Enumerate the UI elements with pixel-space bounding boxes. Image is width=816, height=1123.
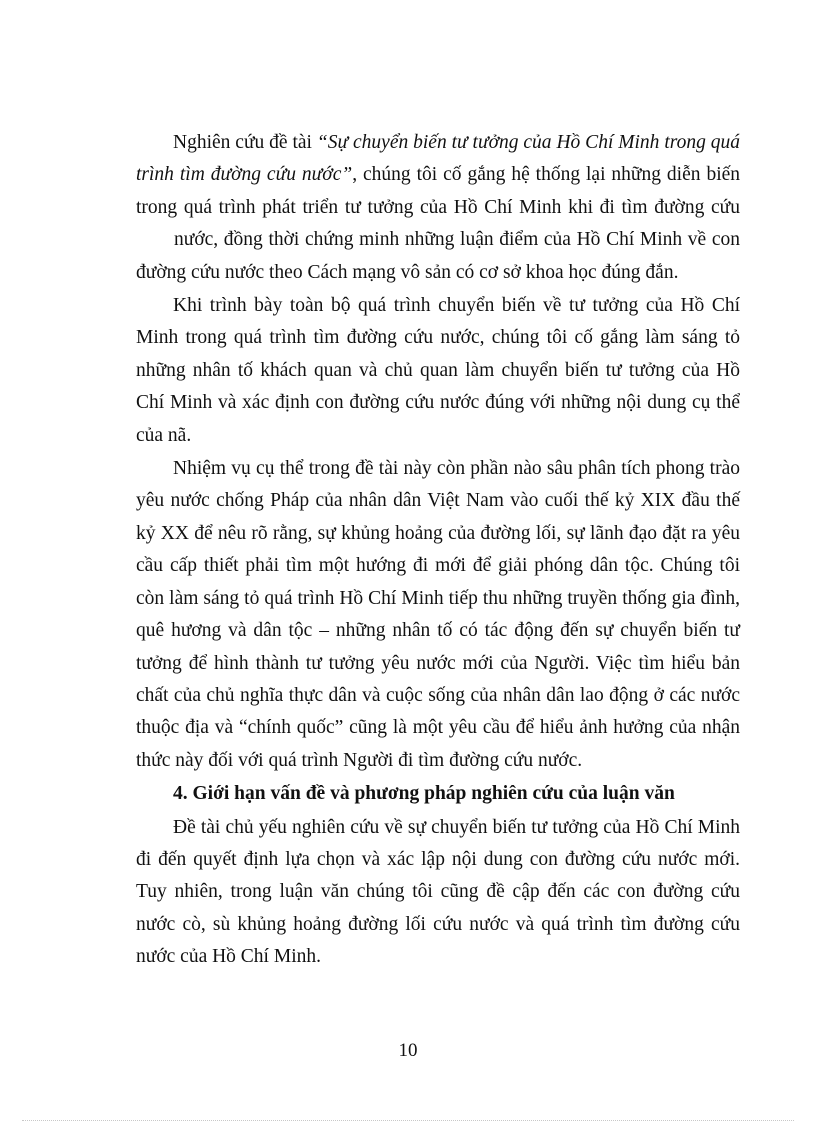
paragraph-presentation: Khi trình bày toàn bộ quá trình chuyển biến về tư tưởng của Hồ Chí Minh trong quá trình tìm đường cứu nước, chúng tôi cố gắng làm sáng tỏ những nhân tố khách quan và chủ quan làm chuyển biến tư tưởng của Hồ Chí Minh và xác định con đường cứu nước đúng với những nội dung cụ thể của nã. xyxy=(136,295,740,446)
paragraph-intro-line-1 xyxy=(136,127,740,159)
paragraph-intro-text-run: , chúng tôi cố gắng hệ thống lại những diễn biến xyxy=(352,164,741,186)
paragraph-scope: Đề tài chủ yếu nghiên cứu về sự chuyển biến tư tưởng của Hồ Chí Minh đi đến quyết định lựa chọn và xác lập nội dung con đường cứu nước mới. Tuy nhiên, trong luận văn chúng tôi cũng đề cập đến các con đường cứu nước cò, sù khủng hoảng đường lối cứu nước và quá trình tìm đường cứu nước của Hồ Chí Minh. xyxy=(136,816,740,968)
paragraph-intro-text-run: trong quá trình phát triển tư tưởng của Hồ Chí Minh khi đi tìm đường cứu xyxy=(136,196,740,218)
paragraph-intro-text-run: nước, đồng thời chứng minh những luận điểm của Hồ Chí Minh về con xyxy=(174,229,740,251)
paragraph-intro-text-run: Nghiên cứu đề tài xyxy=(173,132,317,153)
section-heading: 4. Giới hạn vấn đề và phương pháp nghiên cứu của luận văn xyxy=(173,783,675,805)
page-number: 10 xyxy=(398,1040,418,1061)
paragraph-intro-text-run: “Sự chuyển biến tư tưởng của Hồ Chí Minh trong quá xyxy=(316,132,740,153)
paragraph-intro-line-3 xyxy=(136,192,740,224)
paragraph-intro xyxy=(136,127,740,289)
paragraph-intro-text-run: đường cứu nước theo Cách mạng vô sản có cơ sở khoa học đúng đắn. xyxy=(136,261,679,283)
paragraph-tasks: Nhiệm vụ cụ thể trong đề tài này còn phần nào sâu phân tích phong trào yêu nước chống Pháp của nhân dân Việt Nam vào cuối thế kỷ XIX đầu thế kỷ XX để nêu rõ rằng, sự khủng hoảng của đường lối, sự lãnh đạo đặt ra yêu cầu cấp thiết phải tìm một hướng đi mới để giải phóng dân tộc. Chúng tôi còn làm sáng tỏ quá trình Hồ Chí Minh tiếp thu những truyền thống gia đình, quê hương và dân tộc – những nhân tố có tác động đến sự chuyển biến tư tưởng để hình thành tư tưởng yêu nước mới của Người. Việc tìm hiểu bản chất của chủ nghĩa thực dân và cuộc sống của nhân dân lao động ở các nước thuộc địa và “chính quốc” cũng là một yêu cầu để hiểu ảnh hưởng của nhận thức này đối với quá trình Người đi tìm đường cứu nước. xyxy=(136,458,740,771)
paragraph-intro-line-5 xyxy=(136,257,740,289)
page-content xyxy=(136,127,740,975)
paragraph-intro-line-4 xyxy=(136,224,740,256)
page-bottom-divider xyxy=(22,1120,794,1121)
paragraph-intro-text-run: trình tìm đường cứu nước” xyxy=(136,164,353,186)
paragraph-intro-line-2 xyxy=(136,159,740,191)
